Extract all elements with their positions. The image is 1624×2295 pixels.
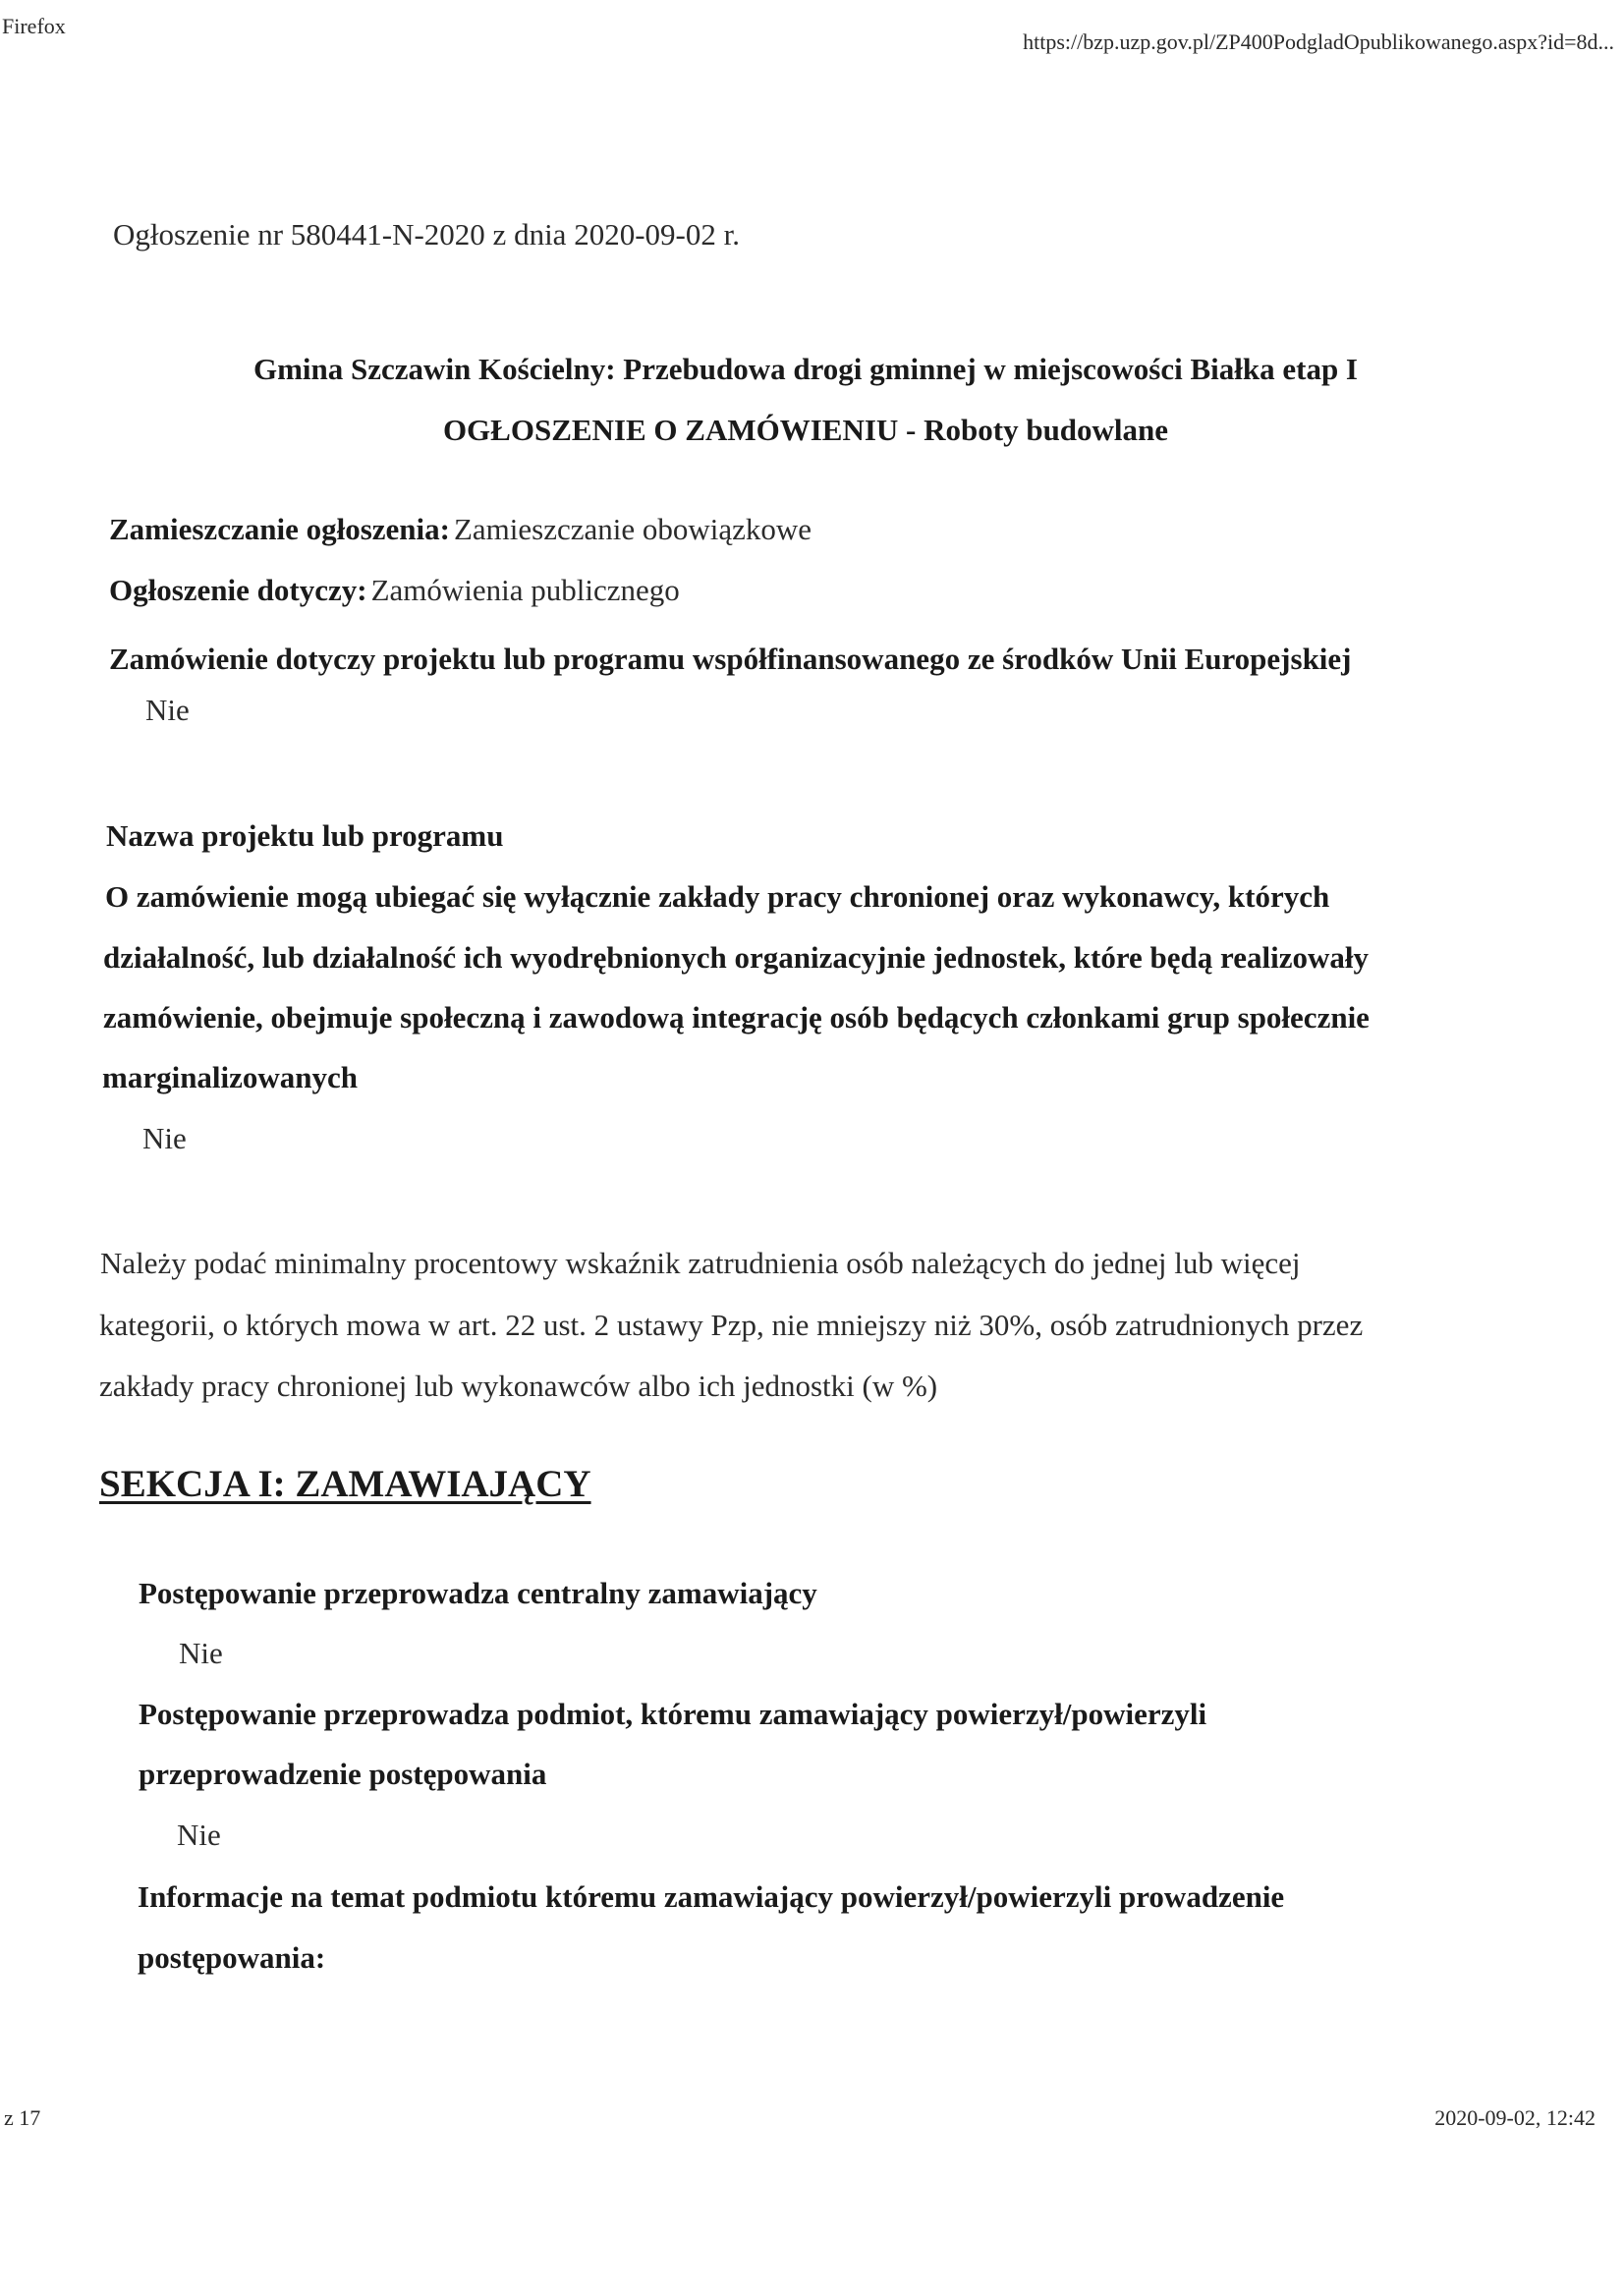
eu-funding-label: Zamówienie dotyczy projektu lub programu współfinansowanego ze środków Unii Europejskiej	[109, 642, 1352, 676]
central-procurer-value: Nie	[179, 1636, 223, 1670]
protected-label-line4: marginalizowanych	[102, 1060, 359, 1094]
employment-line3: zakłady pracy chronionej lub wykonawców albo ich jednostki (w %)	[99, 1369, 938, 1403]
browser-name: Firefox	[2, 14, 66, 38]
central-procurer-label: Postępowanie przeprowadza centralny zamawiający	[139, 1576, 817, 1610]
notice-title: Gmina Szczawin Kościelny: Przebudowa drogi gminnej w miejscowości Białka etap I	[253, 352, 1358, 386]
page-url: https://bzp.uzp.gov.pl/ZP400PodgladOpublikowanego.aspx?id=8d...	[1023, 29, 1614, 54]
concerns-value: Zamówienia publicznego	[370, 573, 680, 607]
section-heading: SEKCJA I: ZAMAWIAJĄCY	[99, 1463, 591, 1505]
concerns-label: Ogłoszenie dotyczy:	[109, 573, 367, 607]
page-count: z 17	[4, 2105, 41, 2130]
entrusted-entity-value: Nie	[177, 1818, 221, 1852]
notice-type: OGŁOSZENIE O ZAMÓWIENIU - Roboty budowlane	[442, 413, 1169, 447]
notice-number: Ogłoszenie nr 580441-N-2020 z dnia 2020-09-02 r.	[113, 217, 740, 252]
entrusted-entity-label-line1: Postępowanie przeprowadza podmiot, któremu zamawiający powierzył/powierzyli	[139, 1697, 1207, 1731]
print-timestamp: 2020-09-02, 12:42	[1434, 2105, 1596, 2130]
project-name-label: Nazwa projektu lub programu	[106, 818, 504, 853]
protected-label-line3: zamówienie, obejmuje społeczną i zawodową integrację osób będących członkami grup społecznie	[103, 1000, 1370, 1035]
concerns-row	[109, 573, 680, 608]
employment-line2: kategorii, o których mowa w art. 22 ust. 2 ustawy Pzp, nie mniejszy niż 30%, osób zatrudnionych przez	[99, 1308, 1364, 1342]
posting-label: Zamieszczanie ogłoszenia:	[109, 512, 450, 546]
employment-line1: Należy podać minimalny procentowy wskaźnik zatrudnienia osób należących do jednej lub więcej	[100, 1246, 1301, 1280]
protected-value: Nie	[142, 1121, 187, 1155]
protected-label-line1: O zamówienie mogą ubiegać się wyłącznie zakłady pracy chronionej oraz wykonawcy, których	[105, 879, 1330, 914]
protected-label-line2: działalność, lub działalność ich wyodrębnionych organizacyjnie jednostek, które będą realizowały	[103, 940, 1369, 975]
posting-row	[109, 512, 812, 547]
posting-value: Zamieszczanie obowiązkowe	[453, 512, 812, 546]
entity-info-label-line1: Informacje na temat podmiotu któremu zamawiający powierzył/powierzyli prowadzenie	[138, 1879, 1285, 1914]
entrusted-entity-label-line2: przeprowadzenie postępowania	[139, 1757, 547, 1791]
eu-funding-value: Nie	[145, 693, 190, 727]
entity-info-label-line2: postępowania:	[138, 1940, 326, 1975]
